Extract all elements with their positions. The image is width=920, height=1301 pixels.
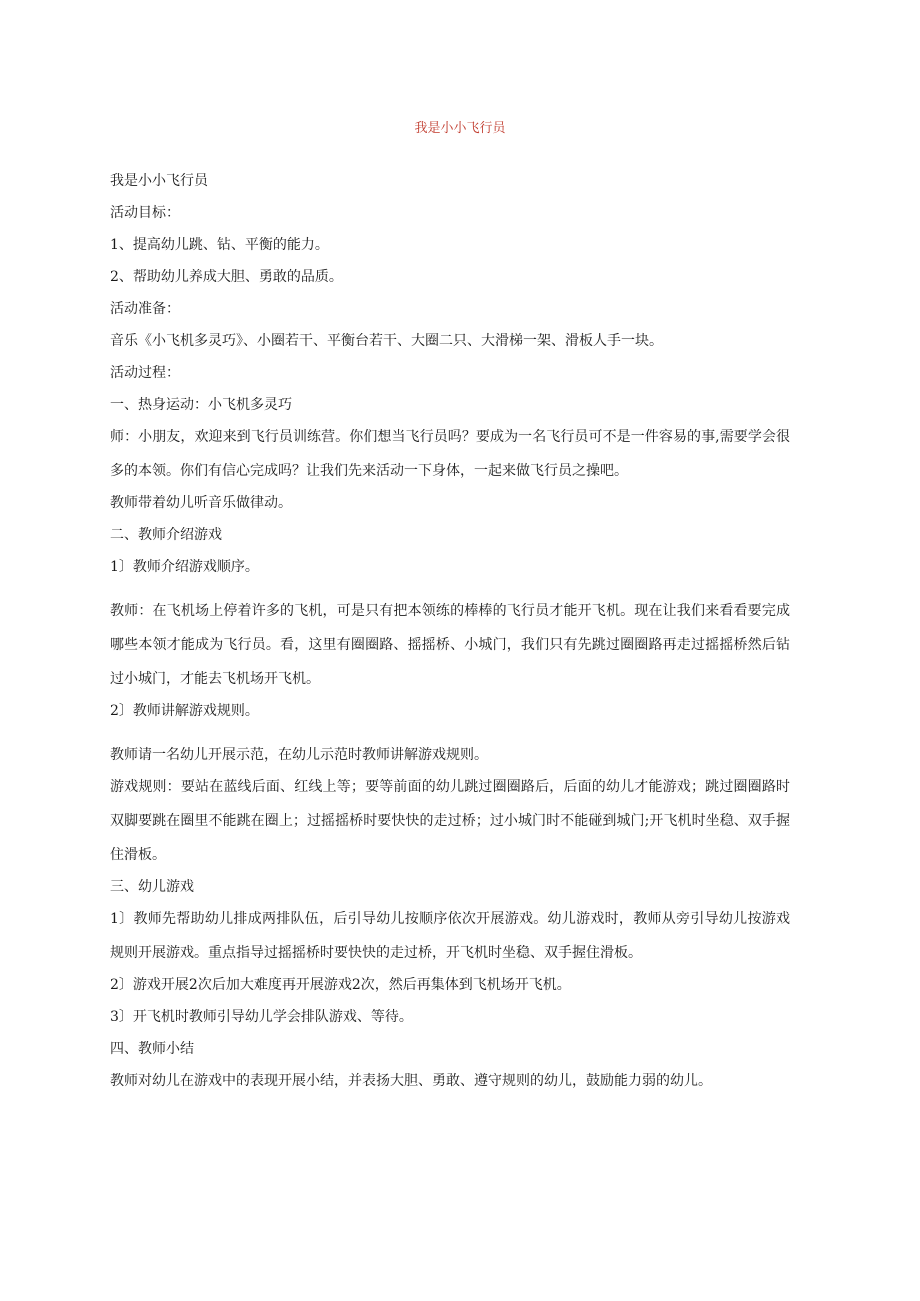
teacher-game-paragraph: 教师：在飞机场上停着许多的飞机，可是只有把本领练的棒棒的飞行员才能开飞机。现在让我们来看看要完成哪些本领才能成为飞行员。看，这里有圈圈路、摇摇桥、小城门，我们只有先跳过圈圈路再走过摇摇桥然后钻过小城门，才能去飞机场开飞机。 [110, 603, 790, 687]
substep-3-1: 1〕教师先帮助幼儿排成两排队伍，后引导幼儿按顺序依次开展游戏。幼儿游戏时，教师从旁引导幼儿按游戏规则开展游戏。重点指导过摇摇桥时要快快的走过桥，开飞机时坐稳、双手握住滑板。 [110, 911, 790, 961]
step-1-heading: 一、热身运动：小飞机多灵巧 [110, 397, 292, 413]
section-label-prep: 活动准备： [110, 301, 180, 317]
document-body [110, 170, 790, 1102]
step-3-heading: 三、幼儿游戏 [110, 879, 194, 895]
summary-paragraph: 教师对幼儿在游戏中的表现开展小结，并表扬大胆、勇敢、遵守规则的幼儿，鼓励能力弱的幼儿。 [110, 1073, 712, 1089]
section-label-goals: 活动目标： [110, 205, 180, 221]
warmup-note: 教师带着幼儿听音乐做律动。 [110, 495, 292, 511]
substep-3-2: 2〕游戏开展2次后加大难度再开展游戏2次，然后再集体到飞机场开飞机。 [110, 977, 571, 993]
step-2-heading: 二、教师介绍游戏 [110, 527, 222, 543]
page-title: 我是小小飞行员 [414, 121, 506, 136]
section-label-process: 活动过程： [110, 365, 180, 381]
step-4-heading: 四、教师小结 [110, 1041, 194, 1057]
substep-3-3: 3〕开飞机时教师引导幼儿学会排队游戏、等待。 [110, 1009, 413, 1025]
substep-2-2: 2〕教师讲解游戏规则。 [110, 703, 259, 719]
goal-item-1: 1、提高幼儿跳、钻、平衡的能力。 [110, 237, 329, 253]
teacher-intro-paragraph: 师：小朋友，欢迎来到飞行员训练营。你们想当飞行员吗？要成为一名飞行员可不是一件容易的事,需要学会很多的本领。你们有信心完成吗？让我们先来活动一下身体，一起来做飞行员之操吧。 [110, 429, 790, 479]
demo-note: 教师请一名幼儿开展示范，在幼儿示范时教师讲解游戏规则。 [110, 747, 488, 763]
heading-repeat: 我是小小飞行员 [110, 173, 208, 189]
game-rules-paragraph: 游戏规则：要站在蓝线后面、红线上等；要等前面的幼儿跳过圈圈路后，后面的幼儿才能游戏；跳过圈圈路时双脚要跳在圈里不能跳在圈上；过摇摇桥时要快快的走过桥；过小城门时不能碰到城门;开飞机时坐稳、双手握住滑板。 [110, 779, 790, 863]
substep-2-1: 1〕教师介绍游戏顺序。 [110, 559, 259, 575]
prep-materials: 音乐《小飞机多灵巧》、小圈若干、平衡台若干、大圈二只、大滑梯一架、滑板人手一块。 [110, 333, 663, 349]
goal-item-2: 2、帮助幼儿养成大胆、勇敢的品质。 [110, 269, 343, 285]
